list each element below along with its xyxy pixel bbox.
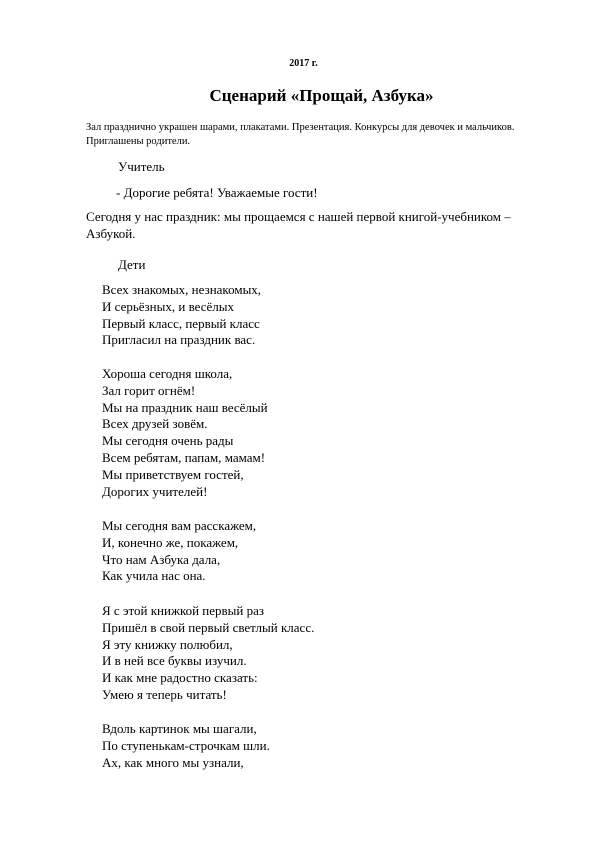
stanza-4 xyxy=(102,603,314,704)
verse-line: И, конечно же, покажем, xyxy=(102,534,239,550)
intro-paragraph: Зал празднично украшен шарами, плакатами. Презентация. Конкурсы для девочек и мальчиков. Приглашены родители. xyxy=(86,122,515,147)
verse-line: Что нам Азбука дала, xyxy=(102,551,221,567)
stanza-1 xyxy=(102,282,261,349)
verse-line: Дорогих учителей! xyxy=(102,483,208,499)
verse-line: Мы сегодня вам расскажем, xyxy=(102,518,257,533)
document-year: 2017 г. xyxy=(289,58,318,69)
verse-line: Я с этой книжкой первый раз xyxy=(102,603,265,618)
stanza-5 xyxy=(102,721,270,771)
stanza-3 xyxy=(102,518,256,585)
teacher-greeting: - Дорогие ребята! Уважаемые гости! xyxy=(116,185,318,200)
verse-line: Пригласил на праздник вас. xyxy=(102,332,256,348)
verse-line: Зал горит огнём! xyxy=(102,382,196,398)
verse-line: Пришёл в свой первый светлый класс. xyxy=(102,619,315,635)
verse-line: Я эту книжку полюбил, xyxy=(102,636,233,652)
verse-line: Вдоль картинок мы шагали, xyxy=(102,721,257,736)
stanza-2 xyxy=(102,366,268,500)
verse-line: И как мне радостно сказать: xyxy=(102,670,258,686)
speaker-teacher: Учитель xyxy=(118,159,165,174)
speaker-children: Дети xyxy=(118,257,146,272)
verse-line: И серьёзных, и весёлых xyxy=(102,298,234,314)
verse-line: Умею я теперь читать! xyxy=(102,686,227,702)
verse-line: Мы сегодня очень рады xyxy=(102,433,234,449)
verse-line: Первый класс, первый класс xyxy=(102,315,260,331)
verse-line: Как учила нас она. xyxy=(102,568,206,584)
verse-line: И в ней все буквы изучил. xyxy=(102,653,247,669)
verse-line: Мы приветствуем гостей, xyxy=(102,466,244,482)
verse-line: Всех знакомых, незнакомых, xyxy=(102,282,262,297)
verse-line: Всех друзей зовём. xyxy=(102,416,208,432)
verse-line: Всем ребятам, папам, мамам! xyxy=(102,449,266,465)
verse-line: Хороша сегодня школа, xyxy=(102,366,233,381)
teacher-paragraph: Сегодня у нас праздник: мы прощаемся с нашей первой книгой-учебником – Азбукой. xyxy=(86,209,511,241)
verse-line: Мы на праздник наш весёлый xyxy=(102,399,268,415)
verse-line: Ах, как много мы узнали, xyxy=(102,754,244,770)
verse-line: По ступенькам-строчкам шли. xyxy=(102,737,270,753)
document-title: Сценарий «Прощай, Азбука» xyxy=(209,86,434,105)
